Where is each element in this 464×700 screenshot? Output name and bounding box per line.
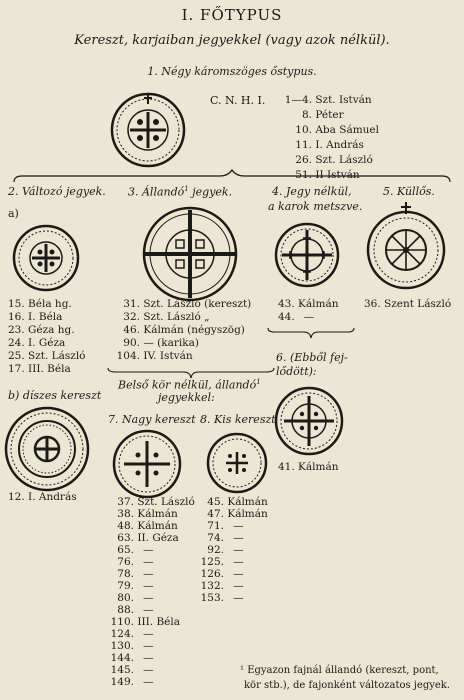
footnote-line2: kör stb.), de fajonként változatos jegyek. <box>244 680 451 691</box>
list-name: I. András <box>315 139 364 151</box>
list-name: Szt. István <box>315 94 372 106</box>
coin-section6 <box>272 384 346 458</box>
section1-heading: 1. Négy káromszöges őstypus. <box>147 65 317 78</box>
section2-sub-b: b) díszes kereszt <box>8 389 102 402</box>
list-num: 8. <box>301 109 312 121</box>
coin-section8 <box>204 430 270 496</box>
list-name: Aba Sámuel <box>315 124 379 136</box>
section6-heading-line1: 6. (Ebből fej- <box>276 351 348 364</box>
section8-heading: 8. Kis kereszt <box>200 413 276 426</box>
document-page: I. FŐTYPUS Kereszt, karjaiban jegyekkel (vagy azok nélkül). 1. Négy káromszöges őstypus. C. N. H. I. 1—4. Szt. István 8. Péter 10. Aba Sámuel 11. I. András 26. Szt. László 51. II István 2. Változó jegyek. 3. Állandó$^1$ jegyek. 4. Jegy nélkül, a karok metszve. 5. Küllős. a) 15. Béla hg. 16. I. Béla 23. Géza hg. 24. I. Géza 25. Szt. László 17. III. Béla 31. Szt. László (kereszt) 32. Szt. László „ 46. Kálmán (négyszög) 90. — (karika) 104. IV. István 43. Kálmán 44. — 36. Szent László 6. (Ebből fej- lődött): Belső kör nélkül, állandó$^1$ jegyekkel: b) díszes kereszt 12. I. András 7. Nagy kereszt 8. Kis kereszt 41. Kálmán 37. Szt. László 38. Kálmán 48. Kálmán 63. II. Géza 65. — 76. — 78. — 79. — 80. — 88. — 110. III. Béla 124. — 130. — 144. — 145. — 149. — 45. Kálmán 47. Kálmán 71. — 74. — 92. — 125. — 126. — 132. — 153. — ¹ Egyazon fajnál állandó (kereszt, pont, kör stb.), de fajonként változatos jegyek. <box>0 0 464 700</box>
section4-heading-line1: 4. Jegy nélkül, <box>272 185 352 198</box>
brace-section4 <box>266 326 356 340</box>
coin-section7 <box>110 427 184 501</box>
section4-heading-line2: a karok metszve. <box>268 200 363 213</box>
coin-section4 <box>272 220 342 290</box>
list-num: 1—4. <box>284 94 312 106</box>
footnote-line1: ¹ Egyazon fajnál állandó (kereszt, pont, <box>240 665 439 676</box>
brace-top <box>12 168 452 184</box>
section6-heading-line2: lődött): <box>276 365 317 378</box>
belso-heading-line1: Belső kör nélkül, állandó$^1$ <box>118 378 261 392</box>
section2-heading: 2. Változó jegyek. <box>8 185 106 198</box>
page-title: I. FŐTYPUS <box>181 6 283 24</box>
coin-section2a <box>10 222 82 294</box>
list-num: 26. <box>295 154 312 166</box>
section2-sub-a: a) <box>8 207 19 220</box>
coin-section5 <box>364 200 448 290</box>
section3-heading: 3. Állandó$^1$ jegyek. <box>128 185 233 199</box>
list-name: II István <box>315 169 360 181</box>
belso-heading-line2: jegyekkel: <box>158 391 215 404</box>
page-subtitle: Kereszt, karjaiban jegyekkel (vagy azok nélkül). <box>74 33 390 48</box>
list-name: Péter <box>315 109 344 121</box>
list-num: 11. <box>295 139 312 151</box>
coin-section3 <box>130 204 250 304</box>
section5-heading: 5. Küllős. <box>383 185 435 198</box>
section7-heading: 7. Nagy kereszt <box>108 413 196 426</box>
list-name: Szt. László <box>315 154 373 166</box>
coin-section2b <box>2 404 92 494</box>
coin-section1 <box>108 90 188 170</box>
cnh-prefix: C. N. H. I. <box>210 94 266 107</box>
list-num: 10. <box>295 124 312 136</box>
list-num: 51. <box>295 169 312 181</box>
